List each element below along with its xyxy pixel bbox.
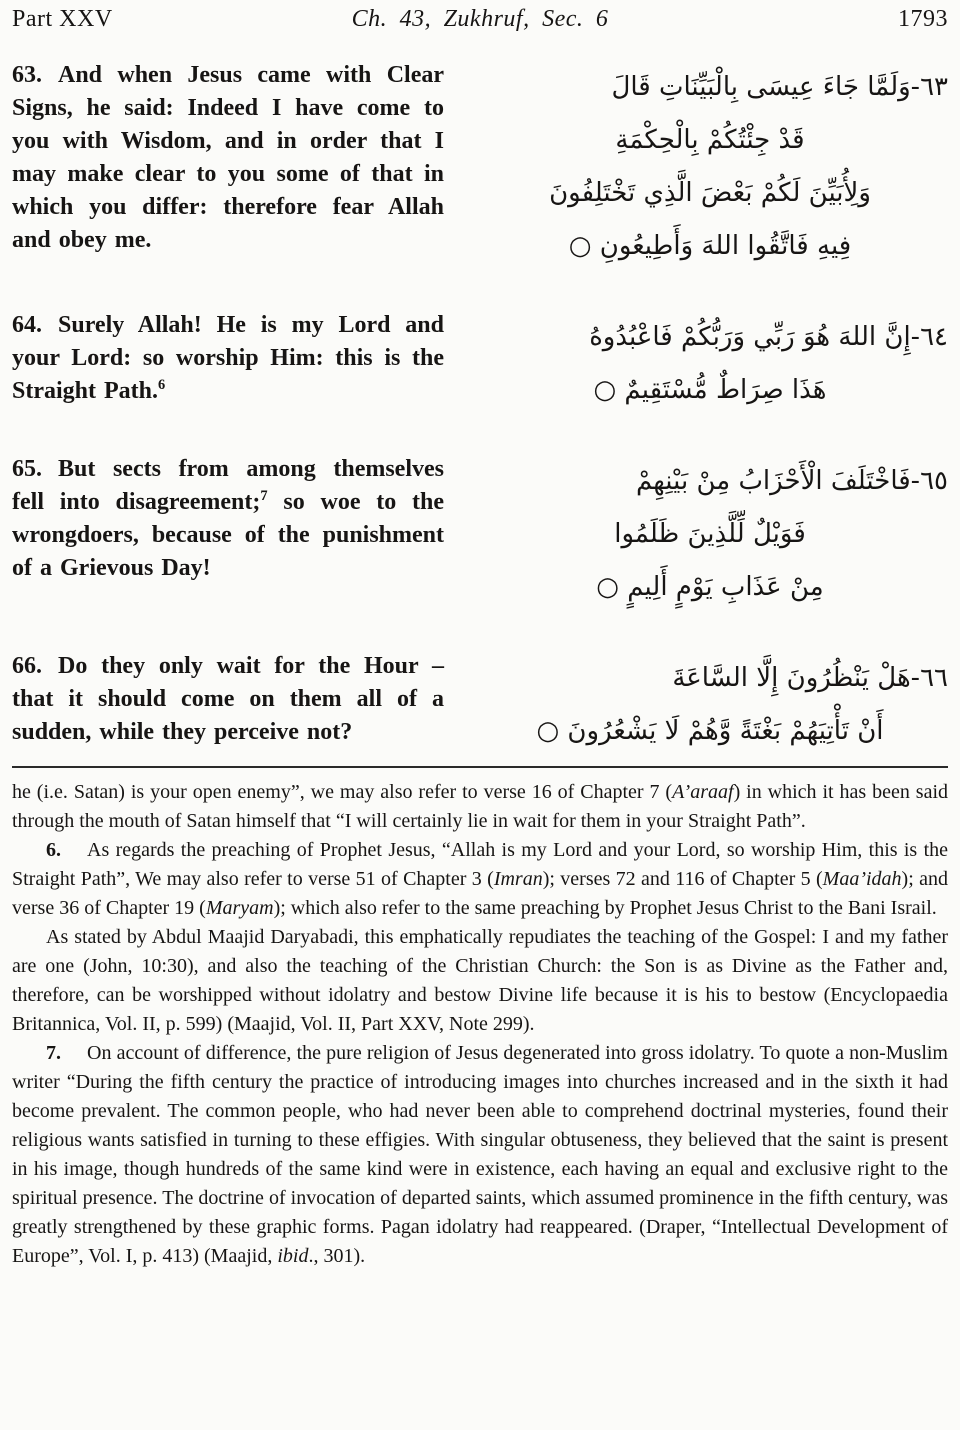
verse-66-number: 66. <box>12 653 42 679</box>
verse-66-english <box>12 650 444 758</box>
footnote-divider-rule <box>12 766 948 768</box>
footnote-continuation-paragraph: he (i.e. Satan) is your open enemy”, we may also refer to verse 16 of Chapter 7 (A’araaf) in which it has been said through the mouth of Satan himself that “I will certainly lie in wait for them in your Straight Path”. <box>12 781 948 832</box>
arabic-line: فَوَيْلٌ لِّلَّذِينَ ظَلَمُوا <box>614 519 806 549</box>
header-page-number: 1793 <box>898 6 948 32</box>
header-part-label: Part XXV <box>12 6 113 32</box>
arabic-line: هَذَا صِرَاطٌ مُّسْتَقِيمٌ ○ <box>593 375 827 405</box>
arabic-line: مِنْ عَذَابِ يَوْمٍ أَلِيمٍ ○ <box>596 572 824 602</box>
verse-row-66 <box>12 650 948 758</box>
arabic-line: ٦٥-فَاخْتَلَفَ الْأَحْزَابُ مِنْ بَيْنِهِمْ <box>635 466 948 496</box>
verse-row-64 <box>12 309 948 417</box>
verse-65-arabic <box>472 453 948 614</box>
footnote-6-paragraph: 6. As regards the preaching of Prophet Jesus, “Allah is my Lord and your Lord, so worship Him, this is the Straight Path”, We may also refer to verse 51 of Chapter 3 (Imran); verses 72 and 116 of Chapter 5 (Maa’idah); and verse 36 of Chapter 19 (Maryam); which also refer to the same preaching by Prophet Jesus Christ to the Bani Israil. <box>12 839 949 919</box>
verse-row-65 <box>12 453 948 614</box>
arabic-line: ٦٣-وَلَمَّا جَاءَ عِيسَى بِالْبَيِّنَاتِ قَالَ <box>611 72 948 102</box>
verse-65-number: 65. <box>12 456 42 482</box>
arabic-line: قَدْ جِئْتُكُمْ بِالْحِكْمَةِ <box>615 125 805 155</box>
verse-65-english <box>12 453 444 614</box>
verse-65-text-after: so woe to the wrongdoers, because of the punishment of a Grievous Day! <box>12 489 444 581</box>
footnote-7-paragraph: 7. On account of difference, the pure religion of Jesus degenerated into gross idolatry. To quote a non-Muslim writer “During the fifth century the practice of introducing images into churches increased and in the sixth it had become prevalent. The common people, who had never been able to comprehend doctrinal mysteries, found their religious wants satisfied in turning to these effigies. With singular obtuseness, they believed that the saint is present in his image, though hundreds of the same kind were in existence, each having an equal and exclusive right to the spiritual presence. The doctrine of invocation of departed saints, which assumed prominence in the fifth century, was greatly strengthened by these graphic forms. Pagan idolatry had reappeared. (Draper, “Intellectual Development of Europe”, Vol. I, p. 413) (Maajid, ibid., 301). <box>12 1042 948 1267</box>
verse-63-arabic <box>472 59 948 273</box>
header-chapter-title: Ch. 43, Zukhruf, Sec. 6 <box>351 6 609 32</box>
arabic-line: فِيهِ فَاتَّقُوا اللهَ وَأَطِيعُونِ ○ <box>568 231 852 261</box>
arabic-line: وَلِأُبَيِّنَ لَكُمْ بَعْضَ الَّذِي تَخْتَلِفُونَ <box>549 178 871 208</box>
verse-63-english <box>12 59 444 273</box>
verse-64-arabic <box>472 309 948 417</box>
page-header <box>12 6 948 33</box>
verse-64-english <box>12 309 444 417</box>
verse-64-text: Surely Allah! He is my Lord and your Lord: so worship Him: this is the Straight Path. <box>12 312 444 404</box>
verse-64-footnote-ref: 6 <box>158 377 166 393</box>
verse-65-footnote-ref: 7 <box>260 488 268 504</box>
arabic-line: أَنْ تَأْتِيَهُمْ بَغْتَةً وَّهُمْ لَا يَشْعُرُونَ ○ <box>536 716 884 746</box>
verses-section <box>12 59 948 758</box>
arabic-line: ٦٦-هَلْ يَنْظُرُونَ إِلَّا السَّاعَةَ <box>672 663 948 693</box>
verse-64-number: 64. <box>12 312 42 338</box>
verse-63-text: And when Jesus came with Clear Signs, he said: Indeed I have come to you with Wisdom, and in order that I may make clear to you some of that in which you differ: therefore fear Allah and obey me. <box>12 62 444 253</box>
verse-66-text: Do they only wait for the Hour – that it should come on them all of a sudden, while they perceive not? <box>12 653 444 745</box>
footnote-6-continuation-paragraph: As stated by Abdul Maajid Daryabadi, this emphatically repudiates the teaching of the Gospel: I and my father are one (John, 10:30), and also the teaching of the Christian Church: the Son is as Divine as the Father and, therefore, can be worshipped without idolatry and bestow Divine life because it is his to bestow (Encyclopaedia Britannica, Vol. II, p. 599) (Maajid, Vol. II, Part XXV, Note 299). <box>12 926 948 1035</box>
footnotes-section <box>12 778 948 1271</box>
verse-63-number: 63. <box>12 62 42 88</box>
arabic-line: ٦٤-إِنَّ اللهَ هُوَ رَبِّي وَرَبُّكُمْ فَاعْبُدُوهُ <box>589 322 948 352</box>
verse-65-text: But sects from among themselves fell into disagreement; <box>12 456 444 515</box>
verse-row-63 <box>12 59 948 273</box>
verse-66-arabic <box>472 650 948 758</box>
